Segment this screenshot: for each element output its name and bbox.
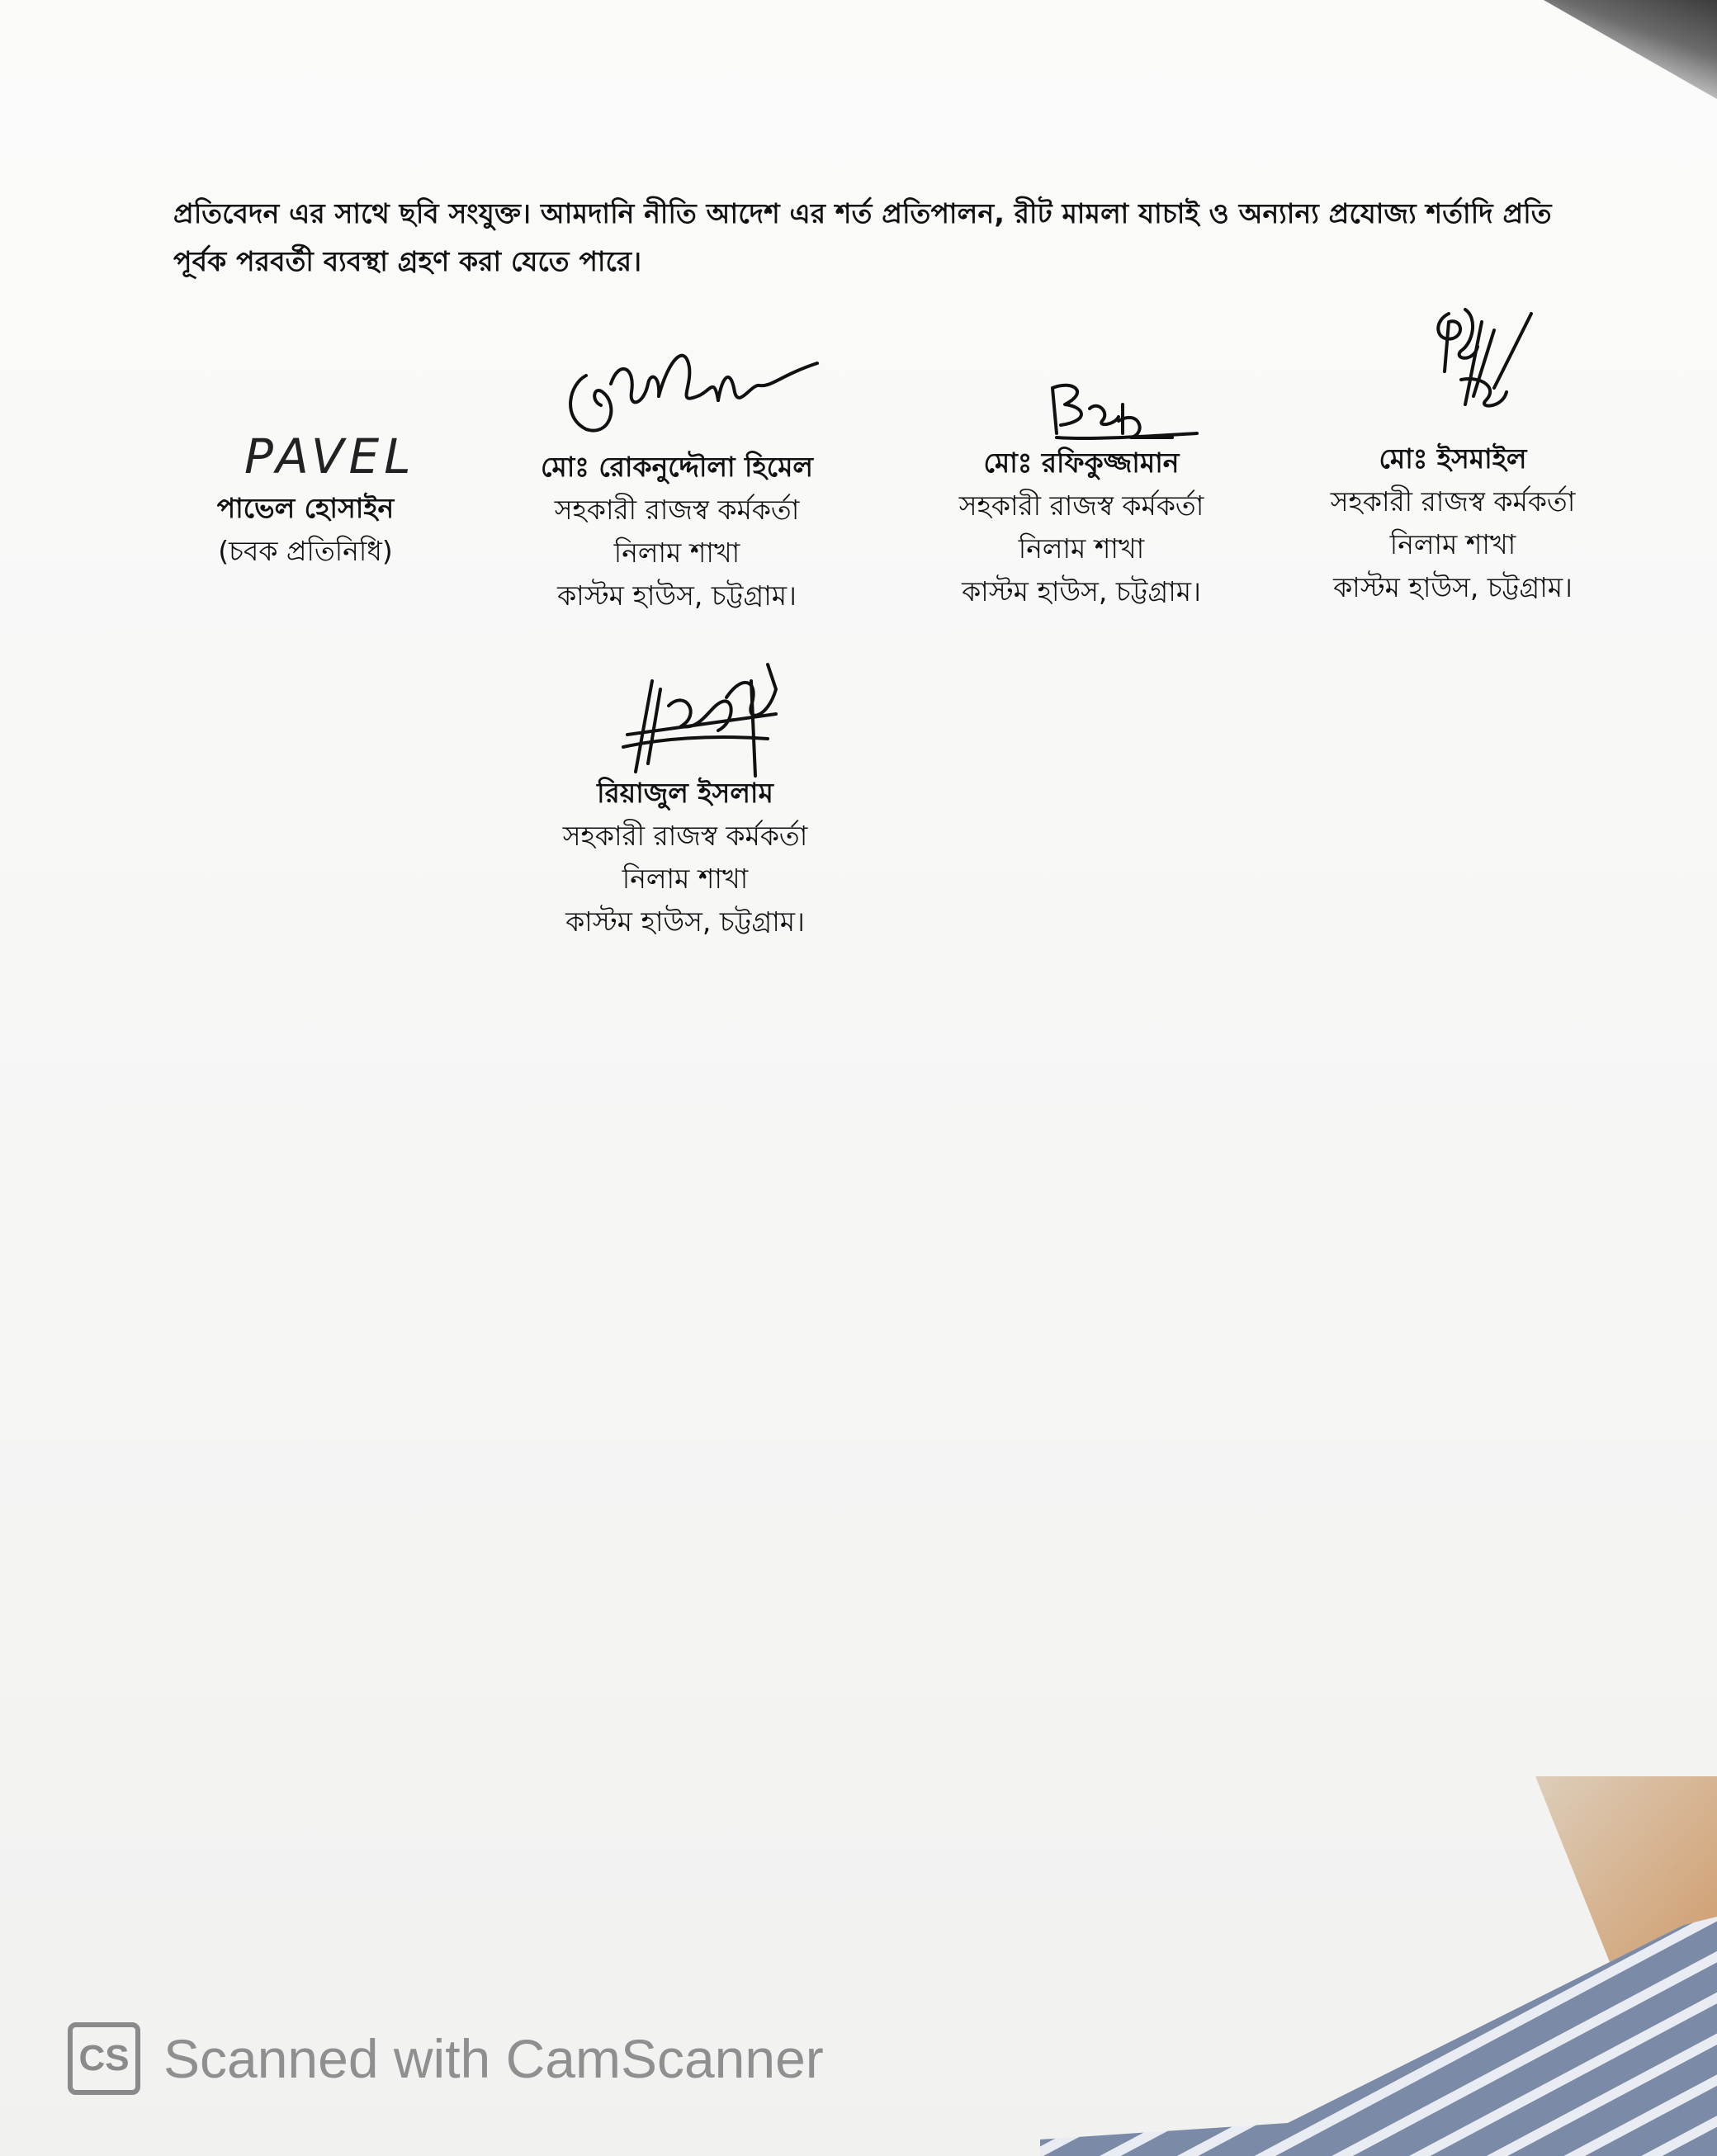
signatory-section: নিলাম শাখা [1389,528,1516,560]
signatory-office: কাস্টম হাউস, চট্টগ্রাম। [962,575,1201,608]
signatory-title: সহকারী রাজস্ব কর্মকর্তা [958,489,1204,522]
signatory-section: নিলাম শাখা [622,863,749,895]
signatory-name: মোঃ ইসমাইল [1379,442,1527,475]
intro-paragraph [173,190,1560,286]
signatory-block-5 [528,772,842,943]
signatory-block-3 [925,442,1238,613]
signatory-office: কাস্টম হাউস, চট্টগ্রাম। [557,579,797,612]
signatory-name: পাভেল হোসাইন [216,492,395,524]
signatory-title: সহকারী রাজস্ব কর্মকর্তা [1330,485,1576,518]
signatory-section: নিলাম শাখা [613,537,740,569]
signatory-office: কাস্টম হাউস, চট্টগ্রাম। [1333,571,1573,603]
camscanner-watermark [68,2021,824,2097]
signature-rafiquzzaman [1040,376,1205,450]
signature-pavel [239,425,438,491]
signature-riazul [611,656,792,780]
signatory-name: মোঃ রফিকুজ্জামান [983,447,1180,479]
signatory-title: সহকারী রাজস্ব কর্মকর্তা [562,820,808,852]
signatory-name: রিয়াজুল ইসলাম [597,777,773,809]
camscanner-watermark-text: Scanned with CamScanner [163,2028,824,2089]
signatory-section: নিলাম শাখা [1018,532,1145,565]
signatory-block-1 [198,487,413,573]
signature-rokonuddoula [553,326,825,442]
signature-pavel-text: PAVEL [244,428,416,485]
signature-ismail [1416,297,1548,421]
signatory-name: মোঃ রোকনুদ্দৌলা হিমেল [541,451,813,483]
page-corner-shadow [1469,0,1717,99]
signatory-role: (চবক প্রতিনিধি) [218,535,393,567]
signatory-block-4 [1296,437,1610,609]
signatory-office: কাস্টম হাউস, চট্টগ্রাম। [565,905,805,938]
camscanner-logo-icon: CS [68,2022,140,2095]
signatory-block-2 [512,446,842,617]
intro-line-1: প্রতিবেদন এর সাথে ছবি সংযুক্ত। আমদানি নীতি আদেশ এর শর্ত প্রতিপালন, রীট মামলা যাচাই ও অন্যান্য প্রযোজ্য শর্তাদি প্রতি [173,197,1552,229]
signatory-title: সহকারী রাজস্ব কর্মকর্তা [554,494,800,526]
intro-line-2: পূর্বক পরবর্তী ব্যবস্থা গ্রহণ করা যেতে পারে। [173,245,642,277]
background-fabric [1040,1776,1717,2156]
